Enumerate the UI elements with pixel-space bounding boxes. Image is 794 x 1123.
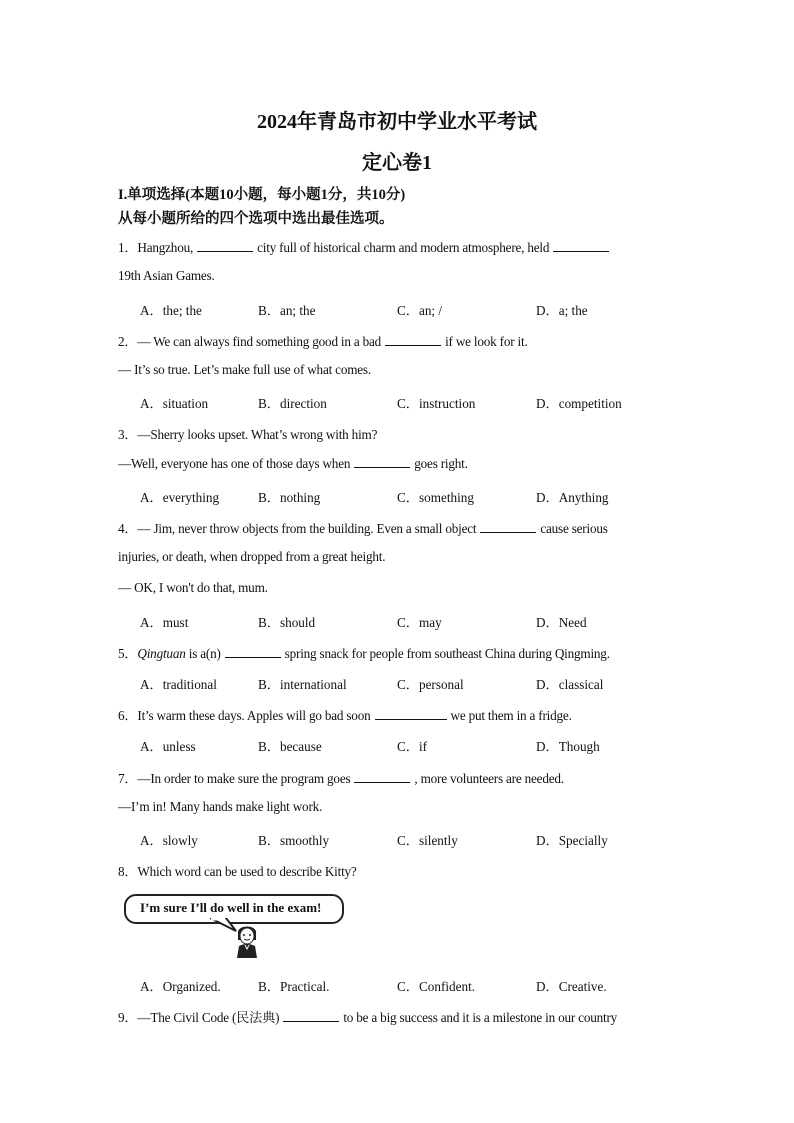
q2-option-d: D．competition — [536, 396, 622, 411]
q8-option-b: B．Practical. — [258, 979, 330, 994]
question-7-line-2: —I’m in! Many hands make light work. — [118, 799, 323, 814]
answer-blank — [480, 521, 536, 533]
speech-bubble-text: I’m sure I’ll do well in the exam! — [140, 900, 322, 915]
q6-option-d: D．Though — [536, 739, 600, 754]
q3-option-a: A．everything — [140, 490, 220, 505]
q3-option-d: D．Anything — [536, 490, 609, 505]
q5-option-b: B．international — [258, 677, 347, 692]
q8-option-c: C．Confident. — [397, 979, 476, 994]
question-9-line-1: 9．—The Civil Code (民法典) to be a big success and it is a milestone in our country — [118, 1010, 618, 1025]
exam-title: 2024年青岛市初中学业水平考试 — [257, 111, 537, 133]
q8-option-a: A．Organized. — [140, 979, 221, 994]
q5-option-d: D．classical — [536, 677, 604, 692]
q4-option-a: A．must — [140, 615, 189, 630]
section-heading: I.单项选择(本题10小题，每小题1分，共10分) — [118, 187, 406, 203]
question-4-line-1: 4．— Jim, never throw objects from the building. Even a small object cause serious — [118, 521, 608, 536]
girl-figure-icon — [232, 922, 262, 958]
section-instruction: 从每小题所给的四个选项中选出最佳选项。 — [118, 211, 394, 227]
q7-option-b: B．smoothly — [258, 833, 330, 848]
answer-blank — [354, 456, 410, 468]
q6-option-a: A．unless — [140, 739, 196, 754]
answer-blank — [553, 240, 609, 252]
question-3-line-1: 3．—Sherry looks upset. What’s wrong with him? — [118, 427, 378, 442]
question-6-line-1: 6．It’s warm these days. Apples will go bad soon we put them in a fridge. — [118, 708, 572, 723]
q1-option-b: B．an; the — [258, 303, 316, 318]
question-7-line-1: 7．—In order to make sure the program goes , more volunteers are needed. — [118, 771, 564, 786]
q2-option-c: C．instruction — [397, 396, 476, 411]
q7-option-c: C．silently — [397, 833, 458, 848]
answer-blank — [375, 708, 447, 720]
question-5-line-1: 5．Qingtuan is a(n) spring snack for people from southeast China during Qingming. — [118, 646, 610, 661]
exam-subtitle: 定心卷1 — [362, 152, 432, 174]
q1-option-c: C．an; / — [397, 303, 443, 318]
q6-option-c: C．if — [397, 739, 428, 754]
q5-option-c: C．personal — [397, 677, 464, 692]
answer-blank — [283, 1010, 339, 1022]
question-1-line-1: 1．Hangzhou, city full of historical charm and modern atmosphere, held — [118, 237, 613, 256]
q7-option-a: A．slowly — [140, 833, 198, 848]
q6-option-b: B．because — [258, 739, 322, 754]
answer-blank — [354, 771, 410, 783]
question-4-line-2: injuries, or death, when dropped from a great height. — [118, 549, 386, 564]
q2-option-a: A．situation — [140, 396, 209, 411]
q4-option-d: D．Need — [536, 615, 587, 630]
question-8-line-1: 8．Which word can be used to describe Kitty? — [118, 864, 357, 879]
q8-option-d: D．Creative. — [536, 979, 607, 994]
answer-blank — [197, 240, 253, 252]
answer-blank — [385, 334, 441, 346]
q5-option-a: A．traditional — [140, 677, 217, 692]
question-3-line-2: —Well, everyone has one of those days when goes right. — [118, 456, 468, 471]
answer-blank — [225, 646, 281, 658]
q7-option-d: D．Specially — [536, 833, 608, 848]
question-1-line-2: 19th Asian Games. — [118, 268, 215, 283]
question-2-line-2: — It’s so true. Let’s make full use of what comes. — [118, 362, 371, 377]
q4-option-b: B．should — [258, 615, 316, 630]
q4-option-c: C．may — [397, 615, 442, 630]
q3-option-c: C．something — [397, 490, 474, 505]
q1-option-d: D．a; the — [536, 303, 588, 318]
q2-option-b: B．direction — [258, 396, 327, 411]
q3-option-b: B．nothing — [258, 490, 321, 505]
q1-option-a: A．the; the — [140, 303, 202, 318]
question-2-line-1: 2．— We can always find something good in a bad if we look for it. — [118, 334, 528, 349]
question-4-line-3: — OK, I won't do that, mum. — [118, 580, 268, 595]
